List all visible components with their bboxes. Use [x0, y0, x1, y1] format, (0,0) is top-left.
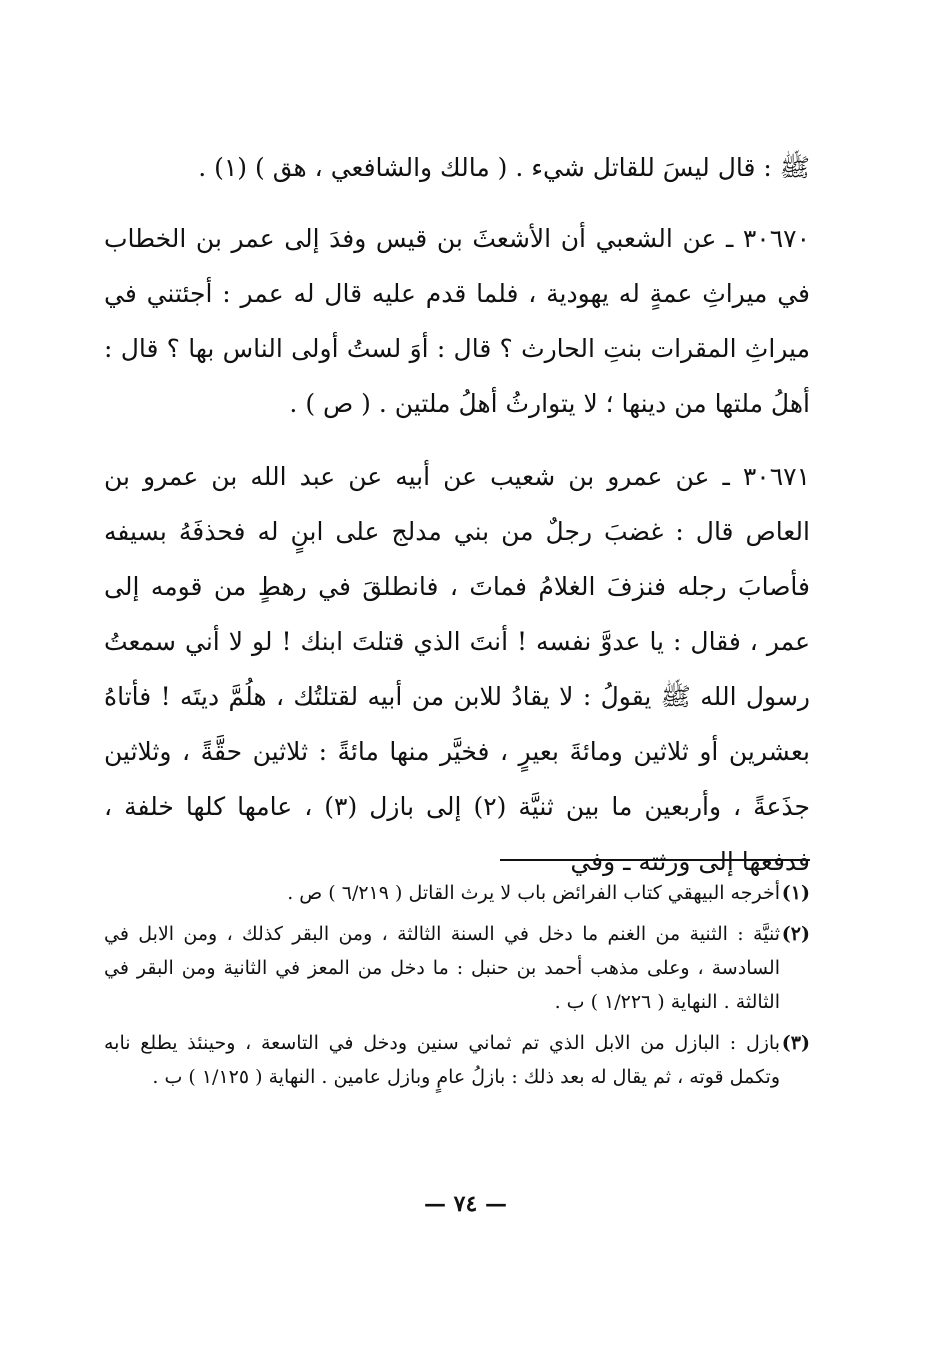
- hadith-number: ٣٠٦٧٠: [742, 224, 810, 253]
- footnote-marker: (١): [781, 882, 810, 904]
- footnote-1: [104, 876, 810, 910]
- footnote-text: أخرجه البيهقي كتاب الفرائض باب لا يرث القاتل ( ٦/٢١٩ ) ص .: [287, 882, 780, 904]
- page-number: — ٧٤ —: [424, 1191, 507, 1217]
- footnote-2: [104, 917, 810, 1019]
- footnote-3: [104, 1026, 810, 1094]
- footnote-text: بازل : البازل من الابل الذي تم ثماني سنين ودخل في التاسعة ، وحينئذ يطلع نابه وتكمل قوته ، ثم يقال له بعد ذلك : بازلُ عامٍ وبازل عامين . النهاية ( ١/١٢٥ ) ب .: [104, 1032, 780, 1088]
- hadith-30671: [104, 449, 810, 889]
- opening-line: ﷺ : قال ليسَ للقاتل شيء . ( مالك والشافعي ، هق ) (١) .: [198, 153, 810, 182]
- footnote-divider: [500, 859, 810, 861]
- footnote-marker: (٢): [781, 923, 810, 945]
- hadith-number: ٣٠٦٧١: [742, 462, 811, 491]
- hadith-text: ـ عن الشعبي أن الأشعثَ بن قيس وفدَ إلى عمر بن الخطاب في ميراثِ عمةٍ له يهودية ، فلما قدم عليه قال له عمر : أجئتني في ميراثِ المقرات بنتِ الحارث ؟ قال : أوَ لستُ أولى الناس بها ؟ قال : أهلُ ملتها من دينها ؛ لا يتوارثُ أهلُ ملتين . ( ص ) .: [104, 224, 810, 418]
- hadith-text: ـ عن عمرو بن شعيب عن أبيه عن عبد الله بن عمرو بن العاص قال : غضبَ رجلٌ من بني مدلج على ابنٍ له فحذفَهُ بسيفه فأصابَ رجله فنزفَ الغلامُ فماتَ ، فانطلقَ في رهطٍ من قومه إلى عمر ، فقال : يا عدوَّ نفسه ! أنتَ الذي قتلتَ ابنك ! لو لا أني سمعتُ رسول الله ﷺ يقولُ : لا يقادُ للابن من أبيه لقتلتُك ، هلُمَّ ديتَه ! فأتاهُ بعشرين أو ثلاثين ومائةَ بعيرٍ ، فخيَّر منها مائةً : ثلاثين حقَّةً ، وثلاثين جذَعةً ، وأربعين ما بين ثنيَّة (٢) إلى بازل (٣) ، عامها كلها خلفة ، فدفعها إلى ورثته ـ وفي: [104, 462, 811, 876]
- footnotes: [104, 876, 810, 1101]
- main-text: [104, 140, 810, 907]
- footnote-marker: (٣): [781, 1032, 810, 1054]
- hadith-30670: [104, 211, 810, 431]
- footnote-text: ثنيَّة : الثنية من الغنم ما دخل في السنة الثالثة ، ومن البقر كذلك ، ومن الابل في السادسة ، وعلى مذهب أحمد بن حنبل : ما دخل من المعز في الثانية ومن البقر في الثالثة . النهاية ( ١/٢٢٦ ) ب .: [104, 923, 780, 1013]
